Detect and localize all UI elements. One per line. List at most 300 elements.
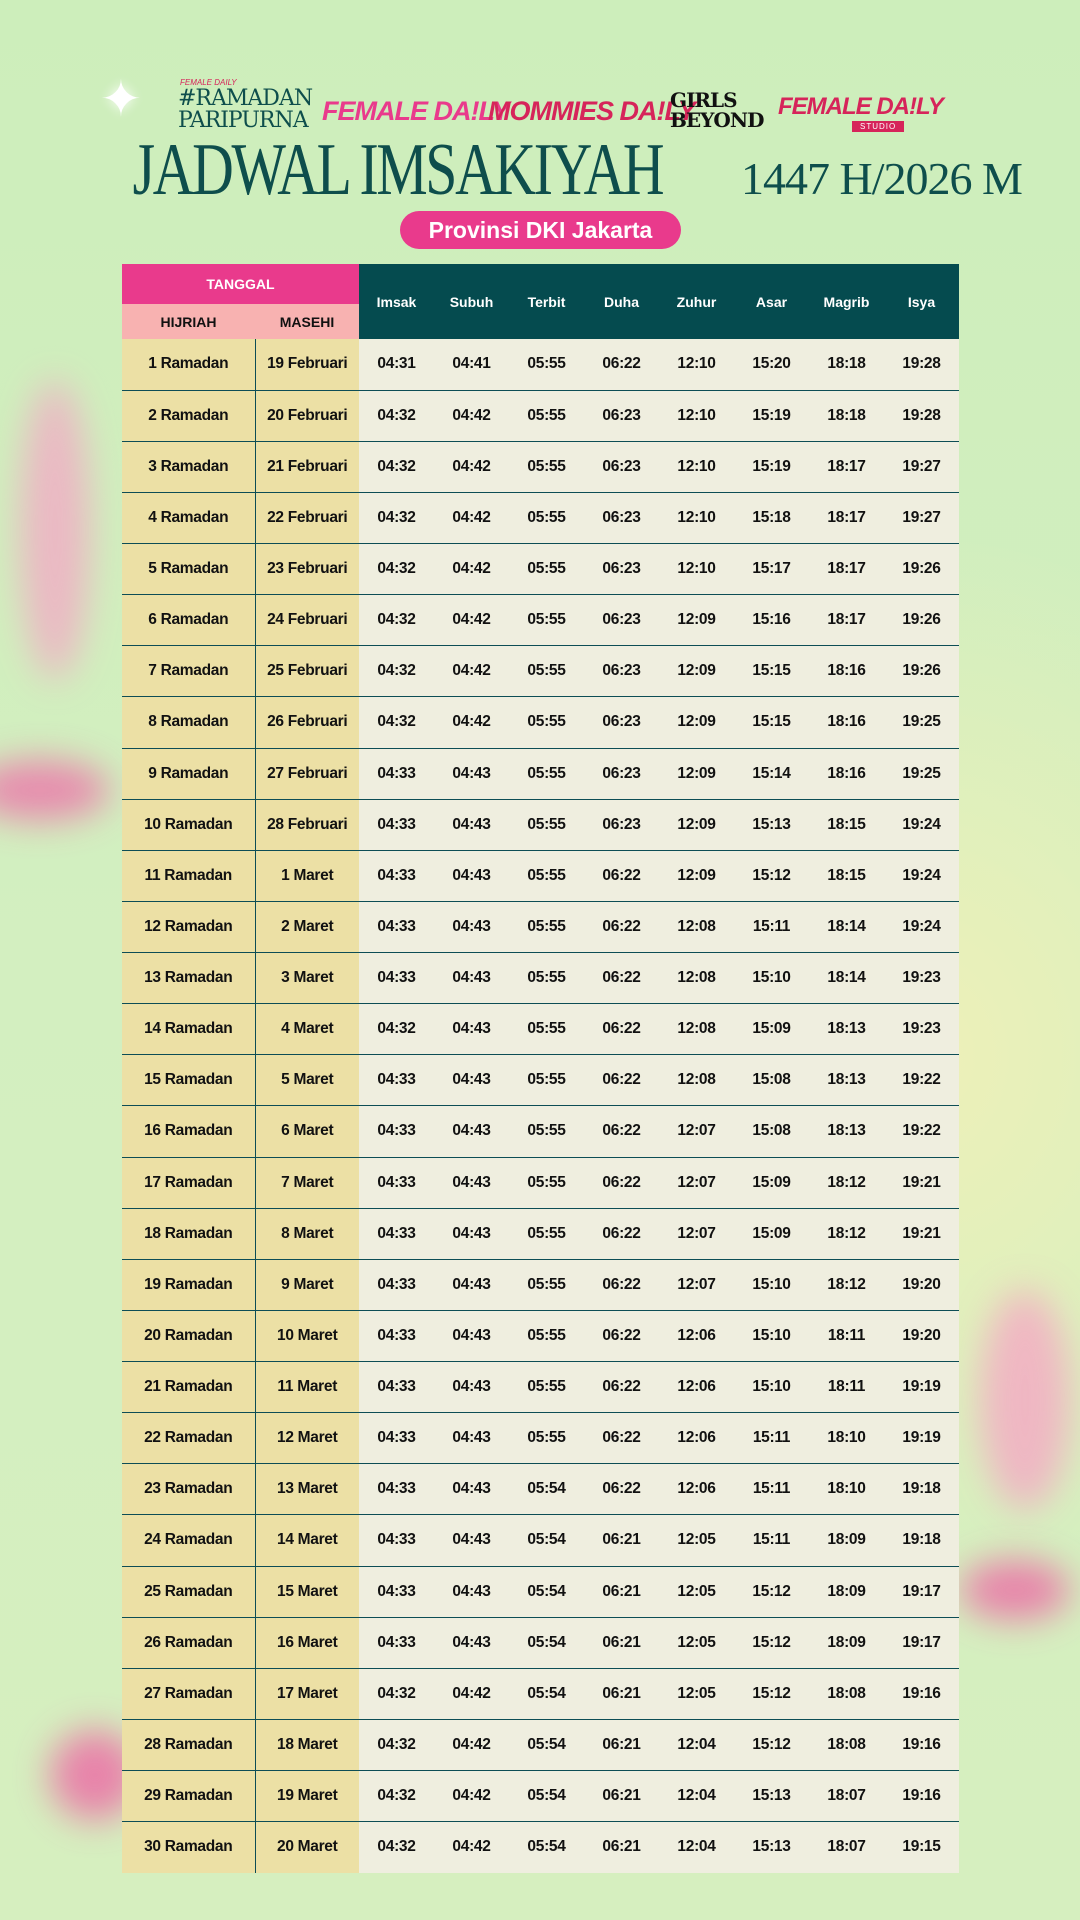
zuhur-cell: 12:05 bbox=[659, 1566, 734, 1617]
asar-cell: 15:08 bbox=[734, 1106, 809, 1157]
imsak-cell: 04:33 bbox=[359, 1617, 434, 1668]
hijriah-cell: 28 Ramadan bbox=[122, 1719, 255, 1770]
table-row bbox=[122, 1259, 959, 1310]
duha-cell: 06:23 bbox=[584, 799, 659, 850]
masehi-cell: 26 Februari bbox=[255, 697, 359, 748]
duha-cell: 06:21 bbox=[584, 1771, 659, 1822]
zuhur-cell: 12:07 bbox=[659, 1157, 734, 1208]
magrib-cell: 18:09 bbox=[809, 1566, 884, 1617]
table-row bbox=[122, 850, 959, 901]
duha-cell: 06:22 bbox=[584, 1362, 659, 1413]
table-row bbox=[122, 1004, 959, 1055]
table-row bbox=[122, 492, 959, 543]
masehi-header: MASEHI bbox=[255, 304, 359, 339]
hijriah-cell: 2 Ramadan bbox=[122, 390, 255, 441]
terbit-cell: 05:55 bbox=[509, 595, 584, 646]
masehi-cell: 17 Maret bbox=[255, 1668, 359, 1719]
asar-cell: 15:15 bbox=[734, 697, 809, 748]
isya-cell: 19:17 bbox=[884, 1566, 959, 1617]
asar-cell: 15:17 bbox=[734, 544, 809, 595]
isya-cell: 19:19 bbox=[884, 1413, 959, 1464]
masehi-cell: 24 Februari bbox=[255, 595, 359, 646]
subuh-cell: 04:42 bbox=[434, 492, 509, 543]
zuhur-cell: 12:05 bbox=[659, 1668, 734, 1719]
terbit-cell: 05:54 bbox=[509, 1515, 584, 1566]
masehi-cell: 15 Maret bbox=[255, 1566, 359, 1617]
table-body bbox=[122, 339, 959, 1873]
terbit-cell: 05:54 bbox=[509, 1719, 584, 1770]
asar-cell: 15:14 bbox=[734, 748, 809, 799]
zuhur-cell: 12:10 bbox=[659, 339, 734, 390]
header-magrib: Magrib bbox=[809, 264, 884, 339]
terbit-cell: 05:55 bbox=[509, 1106, 584, 1157]
masehi-cell: 8 Maret bbox=[255, 1208, 359, 1259]
subuh-cell: 04:42 bbox=[434, 441, 509, 492]
masehi-cell: 6 Maret bbox=[255, 1106, 359, 1157]
terbit-cell: 05:55 bbox=[509, 390, 584, 441]
masehi-cell: 20 Maret bbox=[255, 1822, 359, 1873]
terbit-cell: 05:55 bbox=[509, 339, 584, 390]
magrib-cell: 18:15 bbox=[809, 850, 884, 901]
table-row bbox=[122, 1413, 959, 1464]
asar-cell: 15:12 bbox=[734, 1668, 809, 1719]
subuh-cell: 04:43 bbox=[434, 901, 509, 952]
subuh-cell: 04:43 bbox=[434, 1106, 509, 1157]
imsak-cell: 04:32 bbox=[359, 544, 434, 595]
terbit-cell: 05:55 bbox=[509, 1055, 584, 1106]
imsak-cell: 04:32 bbox=[359, 646, 434, 697]
magrib-cell: 18:16 bbox=[809, 748, 884, 799]
duha-cell: 06:23 bbox=[584, 748, 659, 799]
table-row bbox=[122, 1310, 959, 1361]
imsak-cell: 04:33 bbox=[359, 1055, 434, 1106]
terbit-cell: 05:55 bbox=[509, 1157, 584, 1208]
pink-leaf-decoration bbox=[980, 1290, 1070, 1510]
subuh-cell: 04:42 bbox=[434, 1822, 509, 1873]
masehi-cell: 1 Maret bbox=[255, 850, 359, 901]
table-row bbox=[122, 1208, 959, 1259]
zuhur-cell: 12:07 bbox=[659, 1208, 734, 1259]
hijriah-cell: 11 Ramadan bbox=[122, 850, 255, 901]
imsakiyah-table bbox=[122, 264, 959, 1873]
zuhur-cell: 12:09 bbox=[659, 595, 734, 646]
imsak-cell: 04:33 bbox=[359, 1259, 434, 1310]
subuh-cell: 04:42 bbox=[434, 1771, 509, 1822]
tanggal-header: TANGGAL bbox=[122, 264, 359, 304]
table-row bbox=[122, 1668, 959, 1719]
imsak-cell: 04:32 bbox=[359, 697, 434, 748]
table-row bbox=[122, 953, 959, 1004]
table-row bbox=[122, 1055, 959, 1106]
asar-cell: 15:10 bbox=[734, 1362, 809, 1413]
studio-badge: STUDIO bbox=[852, 121, 904, 132]
hijriah-cell: 10 Ramadan bbox=[122, 799, 255, 850]
imsak-cell: 04:33 bbox=[359, 1310, 434, 1361]
imsak-cell: 04:33 bbox=[359, 953, 434, 1004]
zuhur-cell: 12:09 bbox=[659, 799, 734, 850]
magrib-cell: 18:11 bbox=[809, 1310, 884, 1361]
terbit-cell: 05:54 bbox=[509, 1464, 584, 1515]
duha-cell: 06:23 bbox=[584, 595, 659, 646]
subuh-cell: 04:43 bbox=[434, 1004, 509, 1055]
terbit-cell: 05:55 bbox=[509, 901, 584, 952]
magrib-cell: 18:17 bbox=[809, 595, 884, 646]
terbit-cell: 05:55 bbox=[509, 850, 584, 901]
terbit-cell: 05:55 bbox=[509, 544, 584, 595]
masehi-cell: 28 Februari bbox=[255, 799, 359, 850]
asar-cell: 15:11 bbox=[734, 1464, 809, 1515]
subuh-cell: 04:43 bbox=[434, 1310, 509, 1361]
zuhur-cell: 12:09 bbox=[659, 748, 734, 799]
table-row bbox=[122, 1157, 959, 1208]
duha-cell: 06:22 bbox=[584, 1208, 659, 1259]
imsak-cell: 04:33 bbox=[359, 1413, 434, 1464]
girls-beyond-logo: GIRLS BEYOND bbox=[670, 88, 764, 132]
subuh-cell: 04:42 bbox=[434, 1719, 509, 1770]
hijriah-cell: 7 Ramadan bbox=[122, 646, 255, 697]
hijriah-cell: 26 Ramadan bbox=[122, 1617, 255, 1668]
imsak-cell: 04:32 bbox=[359, 595, 434, 646]
magrib-cell: 18:17 bbox=[809, 492, 884, 543]
isya-cell: 19:20 bbox=[884, 1259, 959, 1310]
hijriah-cell: 23 Ramadan bbox=[122, 1464, 255, 1515]
ramadan-paripurna-logo: #RAMADAN PARIPURNA bbox=[178, 86, 313, 133]
duha-cell: 06:21 bbox=[584, 1515, 659, 1566]
imsak-cell: 04:33 bbox=[359, 748, 434, 799]
masehi-cell: 13 Maret bbox=[255, 1464, 359, 1515]
subuh-cell: 04:42 bbox=[434, 1668, 509, 1719]
pink-leaf-decoration bbox=[960, 1560, 1070, 1620]
asar-cell: 15:11 bbox=[734, 901, 809, 952]
magrib-cell: 18:10 bbox=[809, 1464, 884, 1515]
imsak-cell: 04:33 bbox=[359, 1566, 434, 1617]
hijriah-header: HIJRIAH bbox=[122, 304, 255, 339]
duha-cell: 06:23 bbox=[584, 697, 659, 748]
magrib-cell: 18:18 bbox=[809, 390, 884, 441]
magrib-cell: 18:10 bbox=[809, 1413, 884, 1464]
isya-cell: 19:23 bbox=[884, 1004, 959, 1055]
zuhur-cell: 12:09 bbox=[659, 697, 734, 748]
isya-cell: 19:22 bbox=[884, 1055, 959, 1106]
imsak-cell: 04:31 bbox=[359, 339, 434, 390]
header-zuhur: Zuhur bbox=[659, 264, 734, 339]
title-main: JADWAL IMSAKIYAH bbox=[132, 129, 663, 211]
magrib-cell: 18:17 bbox=[809, 544, 884, 595]
table-row bbox=[122, 339, 959, 390]
zuhur-cell: 12:10 bbox=[659, 390, 734, 441]
isya-cell: 19:27 bbox=[884, 441, 959, 492]
asar-cell: 15:19 bbox=[734, 441, 809, 492]
isya-cell: 19:24 bbox=[884, 799, 959, 850]
table-row bbox=[122, 799, 959, 850]
isya-cell: 19:21 bbox=[884, 1208, 959, 1259]
duha-cell: 06:21 bbox=[584, 1617, 659, 1668]
duha-cell: 06:22 bbox=[584, 1055, 659, 1106]
table-row bbox=[122, 1515, 959, 1566]
hijriah-cell: 14 Ramadan bbox=[122, 1004, 255, 1055]
mommies-daily-logo: MOMMIES DA!LY bbox=[488, 96, 695, 126]
terbit-cell: 05:55 bbox=[509, 1208, 584, 1259]
isya-cell: 19:25 bbox=[884, 697, 959, 748]
magrib-cell: 18:12 bbox=[809, 1259, 884, 1310]
isya-cell: 19:19 bbox=[884, 1362, 959, 1413]
subuh-cell: 04:42 bbox=[434, 646, 509, 697]
hijriah-cell: 21 Ramadan bbox=[122, 1362, 255, 1413]
pink-leaf-decoration bbox=[0, 760, 110, 820]
asar-cell: 15:10 bbox=[734, 1259, 809, 1310]
table-row bbox=[122, 646, 959, 697]
imsak-cell: 04:32 bbox=[359, 1822, 434, 1873]
masehi-cell: 5 Maret bbox=[255, 1055, 359, 1106]
duha-cell: 06:23 bbox=[584, 390, 659, 441]
zuhur-cell: 12:08 bbox=[659, 953, 734, 1004]
table-row bbox=[122, 1822, 959, 1873]
isya-cell: 19:16 bbox=[884, 1668, 959, 1719]
zuhur-cell: 12:04 bbox=[659, 1822, 734, 1873]
pink-leaf-decoration bbox=[20, 380, 90, 680]
isya-cell: 19:26 bbox=[884, 646, 959, 697]
subuh-cell: 04:43 bbox=[434, 1566, 509, 1617]
terbit-cell: 05:55 bbox=[509, 1413, 584, 1464]
imsak-cell: 04:33 bbox=[359, 1157, 434, 1208]
terbit-cell: 05:54 bbox=[509, 1617, 584, 1668]
masehi-cell: 22 Februari bbox=[255, 492, 359, 543]
subuh-cell: 04:42 bbox=[434, 697, 509, 748]
table-row bbox=[122, 1106, 959, 1157]
table-row bbox=[122, 1719, 959, 1770]
imsak-cell: 04:33 bbox=[359, 799, 434, 850]
magrib-cell: 18:08 bbox=[809, 1668, 884, 1719]
magrib-cell: 18:07 bbox=[809, 1822, 884, 1873]
hijriah-cell: 16 Ramadan bbox=[122, 1106, 255, 1157]
hijriah-cell: 1 Ramadan bbox=[122, 339, 255, 390]
subuh-cell: 04:43 bbox=[434, 850, 509, 901]
table-row bbox=[122, 1566, 959, 1617]
duha-cell: 06:22 bbox=[584, 1004, 659, 1055]
duha-cell: 06:22 bbox=[584, 1157, 659, 1208]
asar-cell: 15:12 bbox=[734, 1617, 809, 1668]
hijriah-cell: 27 Ramadan bbox=[122, 1668, 255, 1719]
subuh-cell: 04:43 bbox=[434, 953, 509, 1004]
terbit-cell: 05:55 bbox=[509, 697, 584, 748]
header-terbit: Terbit bbox=[509, 264, 584, 339]
hijriah-cell: 4 Ramadan bbox=[122, 492, 255, 543]
female-daily-mini-logo: FEMALE DAILY bbox=[180, 78, 237, 87]
magrib-cell: 18:12 bbox=[809, 1208, 884, 1259]
masehi-cell: 23 Februari bbox=[255, 544, 359, 595]
isya-cell: 19:17 bbox=[884, 1617, 959, 1668]
hijriah-cell: 3 Ramadan bbox=[122, 441, 255, 492]
duha-cell: 06:21 bbox=[584, 1668, 659, 1719]
subuh-cell: 04:42 bbox=[434, 595, 509, 646]
duha-cell: 06:22 bbox=[584, 1464, 659, 1515]
subuh-cell: 04:43 bbox=[434, 799, 509, 850]
magrib-cell: 18:08 bbox=[809, 1719, 884, 1770]
isya-cell: 19:27 bbox=[884, 492, 959, 543]
duha-cell: 06:22 bbox=[584, 901, 659, 952]
hijriah-cell: 30 Ramadan bbox=[122, 1822, 255, 1873]
isya-cell: 19:23 bbox=[884, 953, 959, 1004]
magrib-cell: 18:14 bbox=[809, 953, 884, 1004]
table-row bbox=[122, 544, 959, 595]
duha-cell: 06:22 bbox=[584, 1259, 659, 1310]
table-row bbox=[122, 901, 959, 952]
zuhur-cell: 12:04 bbox=[659, 1771, 734, 1822]
masehi-cell: 7 Maret bbox=[255, 1157, 359, 1208]
zuhur-cell: 12:09 bbox=[659, 850, 734, 901]
duha-cell: 06:22 bbox=[584, 1413, 659, 1464]
header-isya: Isya bbox=[884, 264, 959, 339]
subuh-cell: 04:43 bbox=[434, 1259, 509, 1310]
zuhur-cell: 12:07 bbox=[659, 1106, 734, 1157]
zuhur-cell: 12:04 bbox=[659, 1719, 734, 1770]
table-row bbox=[122, 748, 959, 799]
isya-cell: 19:16 bbox=[884, 1771, 959, 1822]
hijriah-cell: 8 Ramadan bbox=[122, 697, 255, 748]
subuh-cell: 04:43 bbox=[434, 1055, 509, 1106]
magrib-cell: 18:16 bbox=[809, 646, 884, 697]
isya-cell: 19:16 bbox=[884, 1719, 959, 1770]
isya-cell: 19:24 bbox=[884, 850, 959, 901]
zuhur-cell: 12:07 bbox=[659, 1259, 734, 1310]
page-title bbox=[0, 128, 1080, 213]
duha-cell: 06:21 bbox=[584, 1566, 659, 1617]
magrib-cell: 18:11 bbox=[809, 1362, 884, 1413]
imsak-cell: 04:32 bbox=[359, 1004, 434, 1055]
header-subuh: Subuh bbox=[434, 264, 509, 339]
hijriah-cell: 6 Ramadan bbox=[122, 595, 255, 646]
terbit-cell: 05:55 bbox=[509, 492, 584, 543]
terbit-cell: 05:54 bbox=[509, 1668, 584, 1719]
table-row bbox=[122, 697, 959, 748]
asar-cell: 15:12 bbox=[734, 1566, 809, 1617]
imsak-cell: 04:33 bbox=[359, 1515, 434, 1566]
hijriah-cell: 29 Ramadan bbox=[122, 1771, 255, 1822]
female-daily-studio-logo: FEMALE DA!LY bbox=[778, 93, 943, 120]
zuhur-cell: 12:05 bbox=[659, 1515, 734, 1566]
hijriah-cell: 22 Ramadan bbox=[122, 1413, 255, 1464]
subuh-cell: 04:43 bbox=[434, 1617, 509, 1668]
magrib-cell: 18:18 bbox=[809, 339, 884, 390]
hijriah-cell: 15 Ramadan bbox=[122, 1055, 255, 1106]
isya-cell: 19:18 bbox=[884, 1464, 959, 1515]
magrib-cell: 18:13 bbox=[809, 1055, 884, 1106]
asar-cell: 15:09 bbox=[734, 1004, 809, 1055]
hijriah-cell: 24 Ramadan bbox=[122, 1515, 255, 1566]
partner-logos bbox=[0, 38, 1080, 133]
isya-cell: 19:25 bbox=[884, 748, 959, 799]
imsak-cell: 04:33 bbox=[359, 1464, 434, 1515]
isya-cell: 19:21 bbox=[884, 1157, 959, 1208]
masehi-cell: 19 Februari bbox=[255, 339, 359, 390]
hijriah-cell: 20 Ramadan bbox=[122, 1310, 255, 1361]
magrib-cell: 18:12 bbox=[809, 1157, 884, 1208]
terbit-cell: 05:55 bbox=[509, 1310, 584, 1361]
isya-cell: 19:18 bbox=[884, 1515, 959, 1566]
zuhur-cell: 12:06 bbox=[659, 1464, 734, 1515]
isya-cell: 19:26 bbox=[884, 595, 959, 646]
table-row bbox=[122, 595, 959, 646]
imsak-cell: 04:32 bbox=[359, 1668, 434, 1719]
imsak-cell: 04:32 bbox=[359, 441, 434, 492]
hijriah-cell: 18 Ramadan bbox=[122, 1208, 255, 1259]
female-daily-logo: FEMALE DA!LY bbox=[322, 96, 509, 126]
masehi-cell: 4 Maret bbox=[255, 1004, 359, 1055]
magrib-cell: 18:15 bbox=[809, 799, 884, 850]
header-asar: Asar bbox=[734, 264, 809, 339]
masehi-cell: 16 Maret bbox=[255, 1617, 359, 1668]
hijriah-cell: 25 Ramadan bbox=[122, 1566, 255, 1617]
magrib-cell: 18:13 bbox=[809, 1106, 884, 1157]
isya-cell: 19:24 bbox=[884, 901, 959, 952]
isya-cell: 19:26 bbox=[884, 544, 959, 595]
isya-cell: 19:28 bbox=[884, 390, 959, 441]
subuh-cell: 04:41 bbox=[434, 339, 509, 390]
duha-cell: 06:21 bbox=[584, 1719, 659, 1770]
masehi-cell: 18 Maret bbox=[255, 1719, 359, 1770]
masehi-cell: 12 Maret bbox=[255, 1413, 359, 1464]
zuhur-cell: 12:10 bbox=[659, 544, 734, 595]
terbit-cell: 05:54 bbox=[509, 1822, 584, 1873]
masehi-cell: 27 Februari bbox=[255, 748, 359, 799]
magrib-cell: 18:17 bbox=[809, 441, 884, 492]
masehi-cell: 25 Februari bbox=[255, 646, 359, 697]
hijriah-cell: 13 Ramadan bbox=[122, 953, 255, 1004]
magrib-cell: 18:09 bbox=[809, 1617, 884, 1668]
duha-cell: 06:22 bbox=[584, 1310, 659, 1361]
zuhur-cell: 12:06 bbox=[659, 1413, 734, 1464]
zuhur-cell: 12:06 bbox=[659, 1362, 734, 1413]
isya-cell: 19:22 bbox=[884, 1106, 959, 1157]
zuhur-cell: 12:06 bbox=[659, 1310, 734, 1361]
asar-cell: 15:13 bbox=[734, 1771, 809, 1822]
duha-cell: 06:23 bbox=[584, 544, 659, 595]
duha-cell: 06:22 bbox=[584, 850, 659, 901]
magrib-cell: 18:09 bbox=[809, 1515, 884, 1566]
masehi-cell: 20 Februari bbox=[255, 390, 359, 441]
asar-cell: 15:15 bbox=[734, 646, 809, 697]
subuh-cell: 04:43 bbox=[434, 1464, 509, 1515]
terbit-cell: 05:54 bbox=[509, 1771, 584, 1822]
asar-cell: 15:16 bbox=[734, 595, 809, 646]
imsak-cell: 04:32 bbox=[359, 1771, 434, 1822]
subuh-cell: 04:43 bbox=[434, 1413, 509, 1464]
imsak-cell: 04:32 bbox=[359, 390, 434, 441]
asar-cell: 15:13 bbox=[734, 1822, 809, 1873]
duha-cell: 06:23 bbox=[584, 441, 659, 492]
masehi-cell: 14 Maret bbox=[255, 1515, 359, 1566]
terbit-cell: 05:55 bbox=[509, 1362, 584, 1413]
table-row bbox=[122, 390, 959, 441]
table-row bbox=[122, 1771, 959, 1822]
magrib-cell: 18:14 bbox=[809, 901, 884, 952]
terbit-cell: 05:55 bbox=[509, 646, 584, 697]
hijriah-cell: 12 Ramadan bbox=[122, 901, 255, 952]
imsak-cell: 04:32 bbox=[359, 492, 434, 543]
duha-cell: 06:23 bbox=[584, 492, 659, 543]
subuh-cell: 04:43 bbox=[434, 1157, 509, 1208]
asar-cell: 15:11 bbox=[734, 1413, 809, 1464]
imsak-cell: 04:33 bbox=[359, 1106, 434, 1157]
asar-cell: 15:10 bbox=[734, 953, 809, 1004]
terbit-cell: 05:54 bbox=[509, 1566, 584, 1617]
hijriah-cell: 9 Ramadan bbox=[122, 748, 255, 799]
hijriah-cell: 17 Ramadan bbox=[122, 1157, 255, 1208]
subuh-cell: 04:42 bbox=[434, 390, 509, 441]
subuh-cell: 04:42 bbox=[434, 544, 509, 595]
table-row bbox=[122, 1617, 959, 1668]
masehi-cell: 2 Maret bbox=[255, 901, 359, 952]
